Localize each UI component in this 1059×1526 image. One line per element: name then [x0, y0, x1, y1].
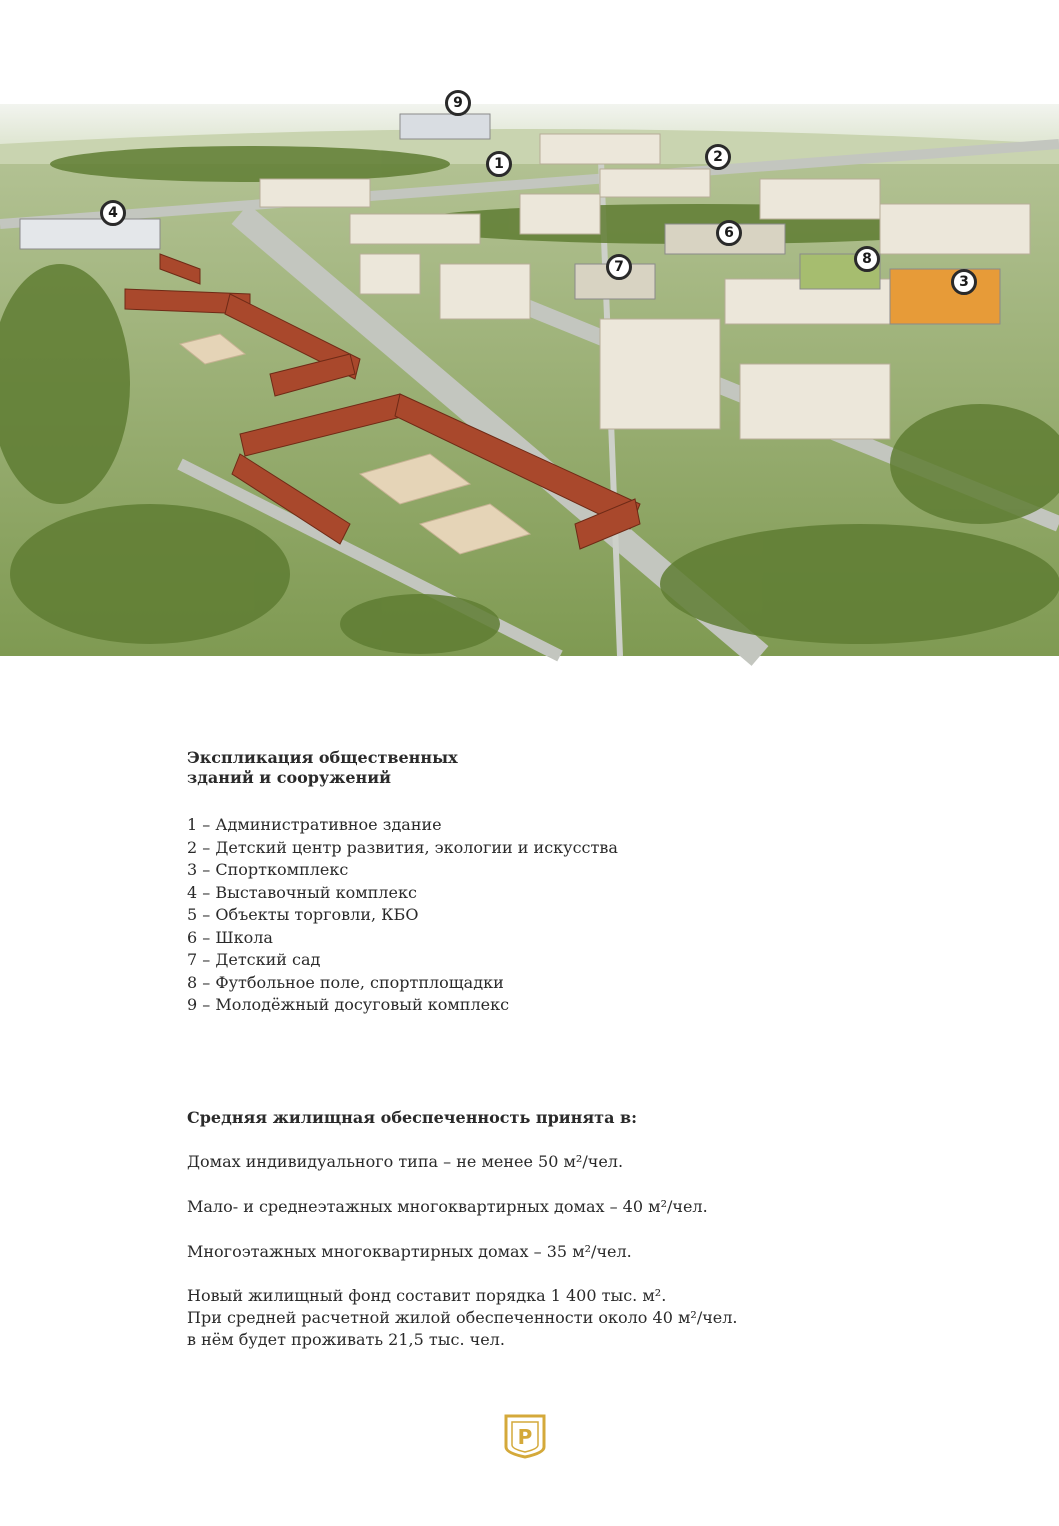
explication-title-line2: зданий и сооружений: [187, 768, 391, 787]
housing-line-provision: При средней расчетной жилой обеспеченности около 40 м²/чел.: [187, 1308, 738, 1327]
marker-8[interactable]: 8: [854, 246, 880, 272]
list-item: 3 – Спорткомплекс: [187, 860, 349, 879]
list-item: 1 – Административное здание: [187, 815, 442, 834]
housing-line-highrise: Многоэтажных многоквартирных домах – 35 м²/чел.: [187, 1242, 632, 1261]
marker-7[interactable]: 7: [606, 254, 632, 280]
marker-6[interactable]: 6: [716, 220, 742, 246]
housing-line-population: в нём будет проживать 21,5 тыс. чел.: [187, 1330, 505, 1349]
brand-logo: [503, 1413, 547, 1459]
housing-line-fund: Новый жилищный фонд составит порядка 1 400 тыс. м².: [187, 1286, 667, 1305]
list-item: 6 – Школа: [187, 927, 273, 947]
housing-line-midrise: Мало- и среднеэтажных многоквартирных домах – 40 м²/чел.: [187, 1197, 708, 1216]
explication-title-line1: Экспликация общественных: [187, 748, 458, 767]
housing-line-individual: Домах индивидуального типа – не менее 50 м²/чел.: [187, 1152, 624, 1171]
marker-4[interactable]: 4: [100, 200, 126, 226]
aerial-render: [0, 95, 1059, 656]
logo-icon: [503, 1413, 547, 1459]
marker-2[interactable]: 2: [705, 144, 731, 170]
marker-1[interactable]: 1: [486, 151, 512, 177]
logo-letter: Р: [517, 1425, 533, 1449]
render-illustration: [0, 104, 1059, 656]
list-item: 5 – Объекты торговли, КБО: [187, 905, 419, 924]
marker-3[interactable]: 3: [951, 269, 977, 295]
list-item: 9 – Молодёжный досуговый комплекс: [187, 995, 510, 1014]
housing-title: Средняя жилищная обеспеченность принята в:: [187, 1108, 638, 1127]
explication-section: [187, 748, 887, 1017]
list-item: 7 – Детский сад: [187, 950, 321, 969]
list-item: 2 – Детский центр развития, экологии и искусства: [187, 837, 618, 857]
explication-title: [187, 748, 887, 788]
marker-9[interactable]: 9: [445, 90, 471, 116]
list-item: 8 – Футбольное поле, спортплощадки: [187, 972, 504, 992]
explication-list: [187, 814, 887, 1017]
list-item: 4 – Выставочный комплекс: [187, 882, 417, 902]
